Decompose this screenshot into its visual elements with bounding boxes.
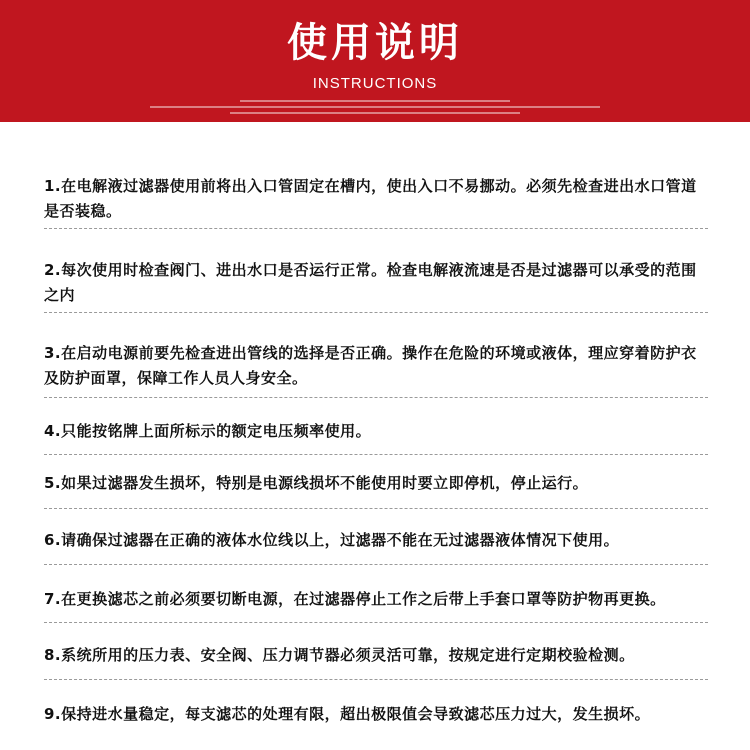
divider [44, 679, 708, 680]
divider [44, 622, 708, 623]
header-banner [0, 0, 750, 122]
instruction-item-2: 2.每次使用时检查阀门、进出水口是否运行正常。检查电解液流速是否是过滤器可以承受的范围之内 [44, 261, 697, 304]
decorative-fine-print [150, 99, 600, 117]
instruction-item-1: 1.在电解液过滤器使用前将出入口管固定在槽内，使出入口不易挪动。必须先检查进出水口管道是否装稳。 [44, 177, 697, 220]
instruction-item-9: 9.保持进水量稳定，每支滤芯的处理有限，超出极限值会导致滤芯压力过大，发生损坏。 [44, 705, 651, 723]
page-subtitle: INSTRUCTIONS [312, 75, 438, 92]
instruction-item-5: 5.如果过滤器发生损坏，特别是电源线损坏不能使用时要立即停机，停止运行。 [44, 474, 589, 492]
divider [44, 228, 708, 229]
divider [44, 397, 708, 398]
instruction-item-8: 8.系统所用的压力表、安全阀、压力调节器必须灵活可靠，按规定进行定期校验检测。 [44, 646, 635, 664]
instruction-item-7: 7.在更换滤芯之前必须要切断电源，在过滤器停止工作之后带上手套口罩等防护物再更换。 [44, 590, 666, 608]
instruction-item-6: 6.请确保过滤器在正确的液体水位线以上，过滤器不能在无过滤器液体情况下使用。 [44, 531, 620, 549]
divider [44, 508, 708, 509]
divider [44, 454, 708, 455]
instruction-item-3: 3.在启动电源前要先检查进出管线的选择是否正确。操作在危险的环境或液体，理应穿着防护衣及防护面罩，保障工作人员人身安全。 [44, 344, 697, 387]
divider [44, 312, 708, 313]
page-title: 使用说明 [287, 20, 463, 66]
instruction-item-4: 4.只能按铭牌上面所标示的额定电压频率使用。 [44, 422, 372, 440]
divider [44, 564, 708, 565]
